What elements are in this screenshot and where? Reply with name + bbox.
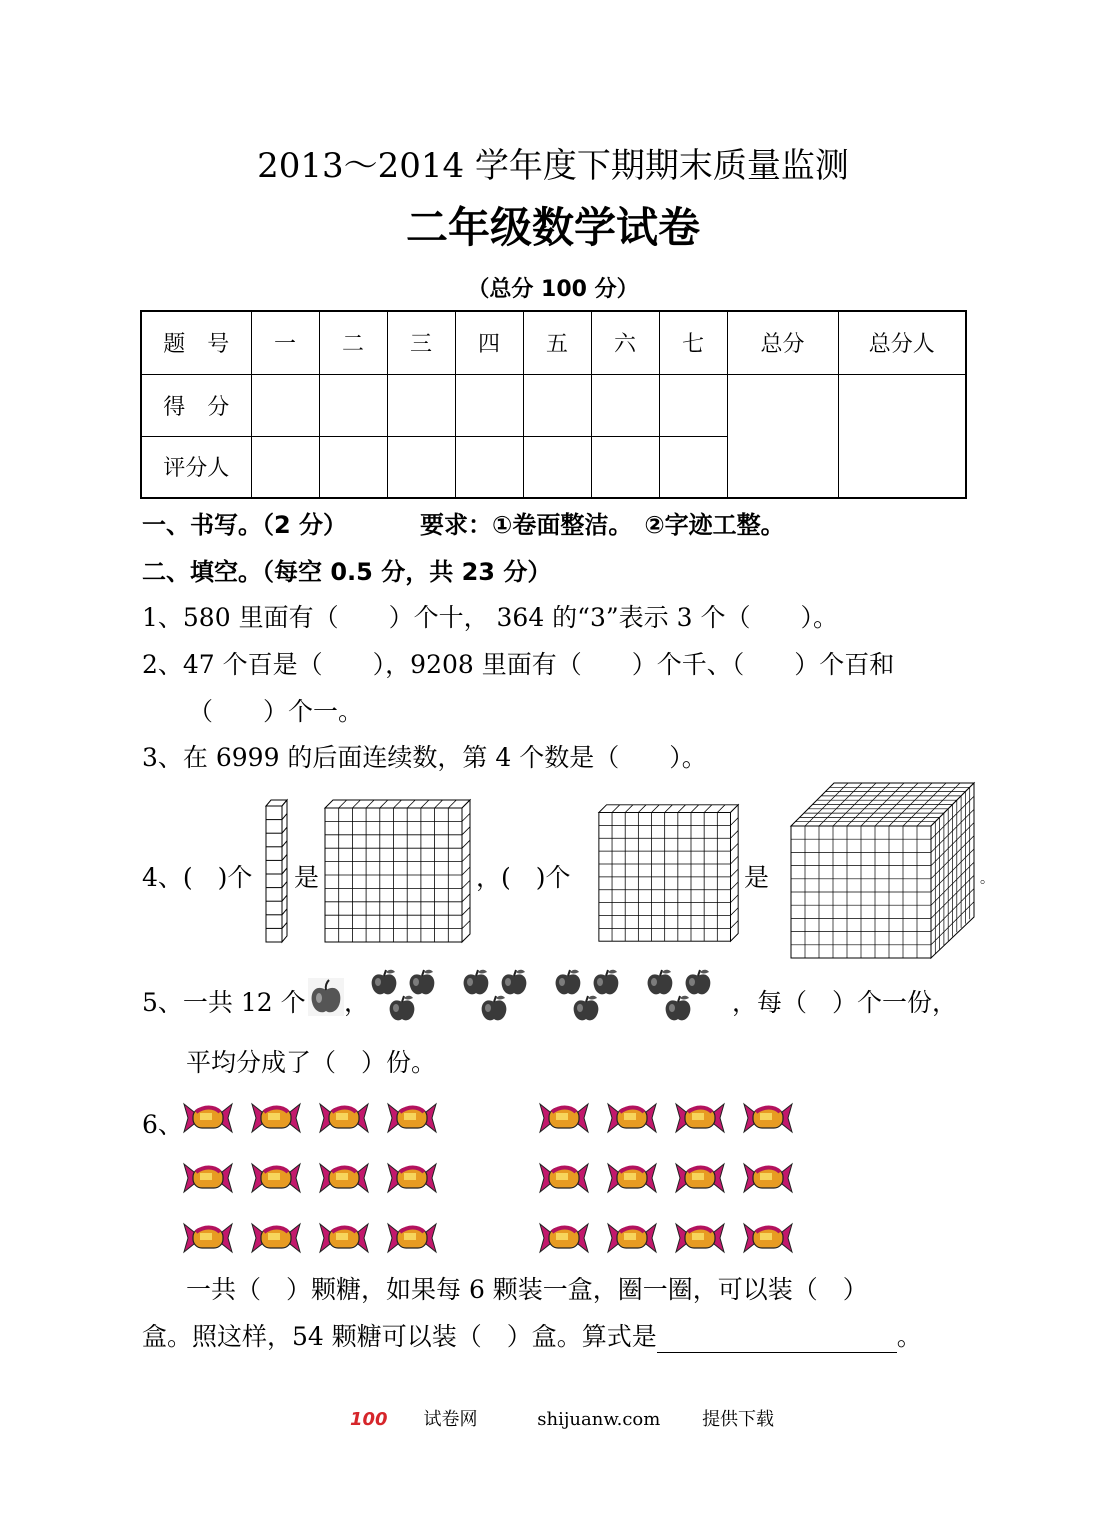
candy-icon bbox=[180, 1158, 236, 1196]
candy-icon bbox=[316, 1098, 372, 1136]
question-1: 1、580 里面有（ ）个十， 364 的“3”表示 3 个（ ）。 bbox=[142, 603, 838, 632]
header-cell-4: 四 bbox=[455, 311, 523, 374]
header-cell-6: 六 bbox=[591, 311, 659, 374]
candy-icon bbox=[248, 1218, 304, 1256]
answer-blank-line[interactable] bbox=[657, 1327, 897, 1353]
total-score: （总分 100 分） bbox=[467, 277, 639, 302]
total-score-cell[interactable] bbox=[727, 374, 838, 498]
candy-icon bbox=[316, 1158, 372, 1196]
apple-group-icon bbox=[644, 966, 724, 1028]
header-cell-3: 三 bbox=[387, 311, 455, 374]
candy-icon bbox=[672, 1158, 728, 1196]
question-6-line2-end: 。 bbox=[896, 1322, 922, 1351]
score-cell[interactable] bbox=[523, 374, 591, 436]
question-6-line1: 一共（ ）颗糖，如果每 6 颗装一盒，圈一圈，可以装（ ） bbox=[186, 1275, 868, 1304]
candy-icon bbox=[536, 1218, 592, 1256]
header-cell-5: 五 bbox=[523, 311, 591, 374]
header-cell-total: 总分 bbox=[727, 311, 838, 374]
question-4-end: 。 bbox=[980, 871, 994, 887]
section2-heading: 二、填空。（每空 0.5 分，共 23 分） bbox=[142, 558, 552, 586]
apple-group-icon bbox=[460, 966, 540, 1028]
candy-icon bbox=[180, 1218, 236, 1256]
question-6-line2-text: 盒。照这样，54 颗糖可以装（ ）盒。算式是 bbox=[142, 1322, 657, 1351]
grader-cell[interactable] bbox=[387, 436, 455, 498]
candy-icon bbox=[672, 1218, 728, 1256]
score-cell[interactable] bbox=[659, 374, 727, 436]
apple-group-icon bbox=[552, 966, 632, 1028]
question-3: 3、在 6999 的后面连续数，第 4 个数是（ ）。 bbox=[142, 743, 707, 772]
footer-logo bbox=[332, 1409, 496, 1430]
question-2-line2: （ ）个一。 bbox=[188, 697, 364, 726]
grader-cell[interactable] bbox=[659, 436, 727, 498]
candy-icon bbox=[384, 1218, 440, 1256]
score-table bbox=[140, 310, 967, 499]
candy-icon bbox=[248, 1098, 304, 1136]
question-2-line1: 2、47 个百是（ ），9208 里面有（ ）个千、（ ）个百和 bbox=[142, 650, 895, 679]
hundred-flat-icon-2 bbox=[596, 800, 742, 946]
question-6-line2 bbox=[142, 1317, 922, 1353]
candy-icon bbox=[604, 1218, 660, 1256]
section1-requirement: 要求：①卷面整洁。 ②字迹工整。 bbox=[420, 511, 785, 539]
apple-group-icon bbox=[368, 966, 448, 1028]
footer-site[interactable]: shijuanw.com bbox=[537, 1409, 661, 1430]
header-cell-7: 七 bbox=[659, 311, 727, 374]
candy-icon bbox=[740, 1218, 796, 1256]
candy-icon bbox=[248, 1158, 304, 1196]
candy-icon bbox=[384, 1158, 440, 1196]
candy-icon bbox=[316, 1218, 372, 1256]
section1-heading: 一、书写。（2 分） bbox=[142, 511, 348, 539]
grader-cell[interactable] bbox=[591, 436, 659, 498]
grader-cell[interactable] bbox=[838, 374, 966, 498]
score-cell[interactable] bbox=[319, 374, 387, 436]
row-label-grader: 评分人 bbox=[141, 436, 251, 498]
grader-cell[interactable] bbox=[319, 436, 387, 498]
apple-icon bbox=[308, 978, 344, 1016]
candy-icon bbox=[536, 1158, 592, 1196]
thousand-cube-icon bbox=[788, 780, 978, 960]
question-4-is-2: 是 bbox=[744, 863, 770, 892]
candy-grid bbox=[180, 1098, 820, 1258]
question-5-suffix: ，每（ ）个一份， bbox=[732, 988, 958, 1017]
candy-icon bbox=[180, 1098, 236, 1136]
exam-title-line2: 二年级数学试卷 bbox=[405, 203, 700, 252]
question-5-comma: ， bbox=[344, 988, 370, 1017]
header-cell-question-no: 题 号 bbox=[141, 311, 251, 374]
footer-note: 提供下载 bbox=[702, 1409, 775, 1430]
question-6-label: 6、 bbox=[142, 1110, 183, 1139]
question-4-prefix: 4、( )个 bbox=[142, 863, 253, 892]
footer bbox=[0, 1405, 1106, 1431]
candy-icon bbox=[384, 1098, 440, 1136]
score-cell[interactable] bbox=[591, 374, 659, 436]
header-cell-1: 一 bbox=[251, 311, 319, 374]
question-5-prefix: 5、一共 12 个 bbox=[142, 988, 306, 1017]
question-5-line2: 平均分成了（ ）份。 bbox=[186, 1048, 437, 1077]
ten-rod-icon bbox=[262, 798, 290, 944]
grader-cell[interactable] bbox=[251, 436, 319, 498]
grader-cell[interactable] bbox=[455, 436, 523, 498]
question-4-mid: ，( )个 bbox=[476, 863, 571, 892]
candy-icon bbox=[604, 1158, 660, 1196]
apple-groups bbox=[368, 966, 728, 1028]
score-cell[interactable] bbox=[387, 374, 455, 436]
grader-cell[interactable] bbox=[523, 436, 591, 498]
candy-icon bbox=[536, 1098, 592, 1136]
footer-logo-number: 100 bbox=[349, 1409, 388, 1430]
candy-icon bbox=[604, 1098, 660, 1136]
candy-icon bbox=[740, 1158, 796, 1196]
question-4-is-1: 是 bbox=[294, 863, 320, 892]
header-cell-grader: 总分人 bbox=[838, 311, 966, 374]
exam-title-line1: 2013～2014 学年度下期期末质量监测 bbox=[257, 146, 849, 186]
header-cell-2: 二 bbox=[319, 311, 387, 374]
candy-icon bbox=[672, 1098, 728, 1136]
candy-icon bbox=[740, 1098, 796, 1136]
row-label-score: 得 分 bbox=[141, 374, 251, 436]
footer-logo-text: 试卷网 bbox=[423, 1409, 478, 1430]
hundred-flat-icon-1 bbox=[322, 798, 474, 944]
score-cell[interactable] bbox=[251, 374, 319, 436]
score-cell[interactable] bbox=[455, 374, 523, 436]
